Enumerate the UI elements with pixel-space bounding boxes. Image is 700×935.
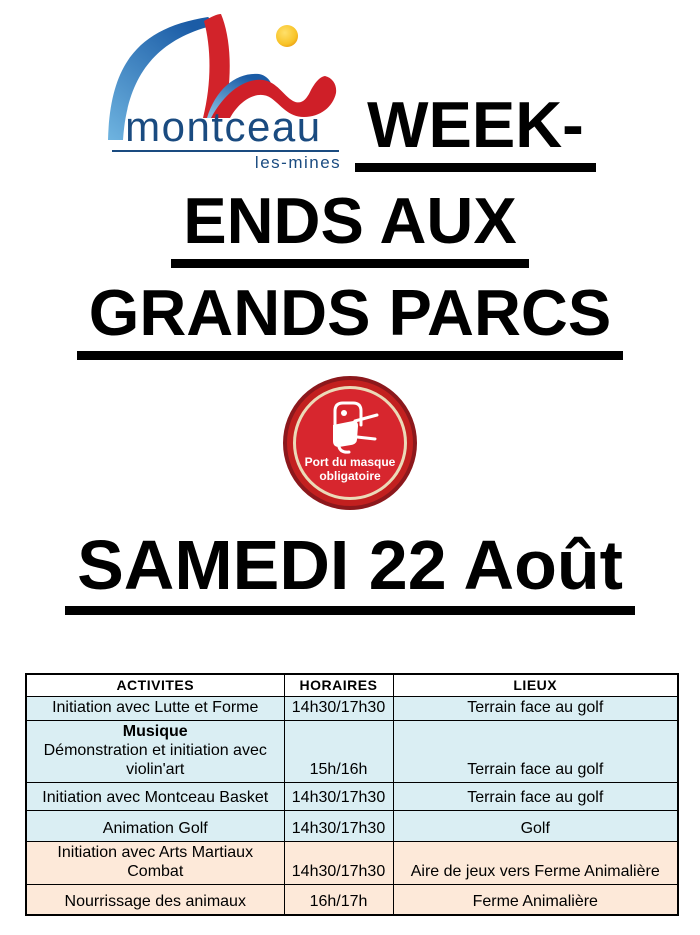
eye-dot (341, 410, 347, 416)
table-row (26, 721, 678, 783)
schedule-table (25, 673, 679, 916)
column-header-horaires: HORAIRES (284, 674, 393, 697)
table-row (26, 783, 678, 811)
cell-activity: Animation Golf (26, 811, 284, 842)
date-heading-line (0, 526, 700, 615)
mask-icon (319, 399, 381, 455)
cell-horaires: 14h30/17h30 (284, 697, 393, 721)
cell-activity: Nourrissage des animaux (26, 885, 284, 915)
sun-icon (276, 25, 298, 47)
cell-horaires: 16h/17h (284, 885, 393, 915)
title-block (0, 12, 700, 360)
activity-detail: Démonstration et initiation avec violin'art (43, 742, 267, 778)
poster-title-line-1 (0, 12, 700, 174)
cell-lieu: Aire de jeux vers Ferme Animalière (393, 842, 678, 885)
cell-lieu: Terrain face au golf (393, 697, 678, 721)
cell-activity (26, 721, 284, 783)
cell-lieu: Golf (393, 811, 678, 842)
table-row (26, 885, 678, 915)
mask-badge-wrap (0, 376, 700, 510)
mask-badge-inner (293, 386, 407, 500)
table-row (26, 842, 678, 885)
cell-activity: Initiation avec Montceau Basket (26, 783, 284, 811)
cell-horaires: 14h30/17h30 (284, 811, 393, 842)
cell-activity: Initiation avec Arts Martiaux Combat (26, 842, 284, 885)
cell-horaires: 15h/16h (284, 721, 393, 783)
activity-title: Musique (122, 723, 188, 740)
table-header-row (26, 674, 678, 697)
table-row (26, 697, 678, 721)
mask-badge-text-1: Port du masque (304, 455, 396, 469)
column-header-activites: ACTIVITES (26, 674, 284, 697)
cell-lieu: Terrain face au golf (393, 721, 678, 783)
poster-title-text-3: GRANDS PARCS (77, 280, 623, 360)
date-heading: SAMEDI 22 Août (65, 530, 635, 615)
logo-subtitle: les-mines (254, 153, 342, 172)
cell-activity: Initiation avec Lutte et Forme (26, 697, 284, 721)
cell-lieu: Terrain face au golf (393, 783, 678, 811)
logo-rule (112, 150, 339, 152)
poster-title-text-1: WEEK- (355, 92, 596, 172)
cell-horaires: 14h30/17h30 (284, 783, 393, 811)
poster-title-text-2: ENDS AUX (171, 188, 528, 268)
mask-badge-text-2: obligatoire (319, 469, 381, 483)
poster-title-line-2 (0, 184, 700, 268)
montceau-logo (104, 14, 341, 174)
logo-wordmark: montceau (125, 103, 322, 150)
mask-badge (283, 376, 417, 510)
table-row (26, 811, 678, 842)
poster-title-line-3 (0, 276, 700, 360)
cell-lieu: Ferme Animalière (393, 885, 678, 915)
cell-horaires: 14h30/17h30 (284, 842, 393, 885)
column-header-lieux: LIEUX (393, 674, 678, 697)
